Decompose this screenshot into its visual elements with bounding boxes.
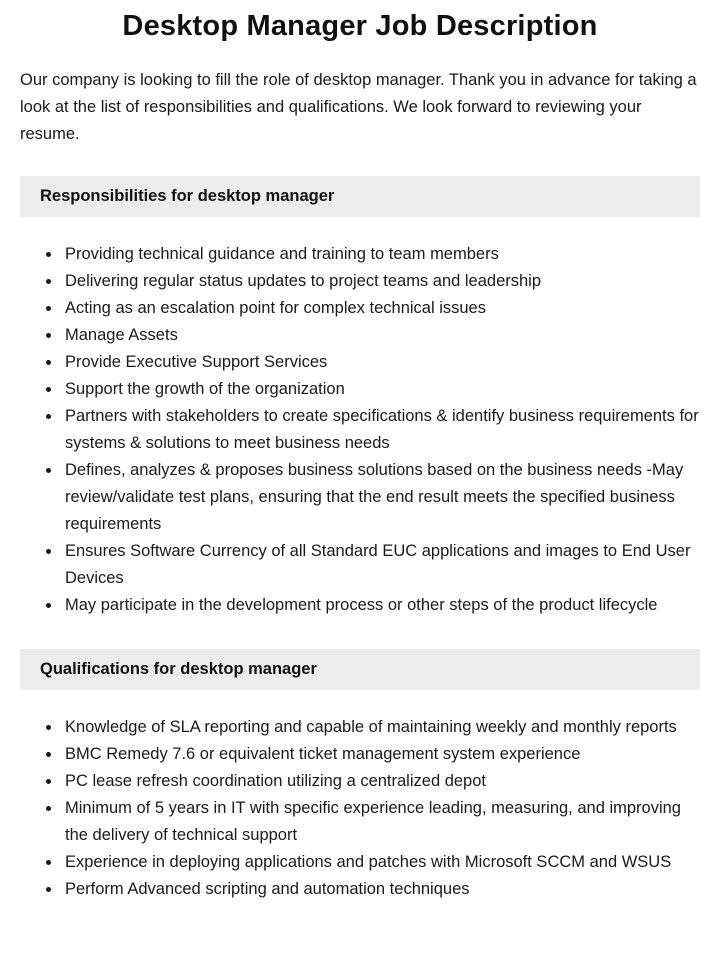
responsibility-item: • Partners with stakeholders to create specifications & identify business requirements for systems & solutions to meet business needs <box>62 403 700 457</box>
responsibility-item: • Support the growth of the organization <box>62 376 700 403</box>
qualification-item: • Minimum of 5 years in IT with specific experience leading, measuring, and improving the delivery of technical support <box>62 795 700 849</box>
responsibility-item: • Provide Executive Support Services <box>62 349 700 376</box>
qualifications-section-header: Qualifications for desktop manager <box>20 649 700 690</box>
qualification-item: • BMC Remedy 7.6 or equivalent ticket management system experience <box>62 741 700 768</box>
responsibilities-section-header: Responsibilities for desktop manager <box>20 176 700 217</box>
qualification-item: • Knowledge of SLA reporting and capable of maintaining weekly and monthly reports <box>62 714 700 741</box>
qualification-item: • Perform Advanced scripting and automation techniques <box>62 876 700 903</box>
responsibility-item: • May participate in the development process or other steps of the product lifecycle <box>62 592 700 619</box>
responsibility-item: • Acting as an escalation point for complex technical issues <box>62 295 700 322</box>
responsibility-item: • Ensures Software Currency of all Standard EUC applications and images to End User Devices <box>62 538 700 592</box>
responsibilities-list <box>20 241 700 619</box>
intro-paragraph: Our company is looking to fill the role of desktop manager. Thank you in advance for taking a look at the list of responsibilities and qualifications. We look forward to reviewing your resume. <box>20 71 697 143</box>
page-title: Desktop Manager Job Description <box>122 10 598 42</box>
qualifications-list <box>20 714 700 903</box>
qualification-item: • Experience in deploying applications and patches with Microsoft SCCM and WSUS <box>62 849 700 876</box>
responsibility-item: • Manage Assets <box>62 322 700 349</box>
responsibility-item: • Delivering regular status updates to project teams and leadership <box>62 268 700 295</box>
qualification-item: • PC lease refresh coordination utilizing a centralized depot <box>62 768 700 795</box>
responsibility-item: • Defines, analyzes & proposes business solutions based on the business needs -May review/validate test plans, ensuring that the end result meets the specified business requirements <box>62 457 700 538</box>
responsibility-item: • Providing technical guidance and training to team members <box>62 241 700 268</box>
